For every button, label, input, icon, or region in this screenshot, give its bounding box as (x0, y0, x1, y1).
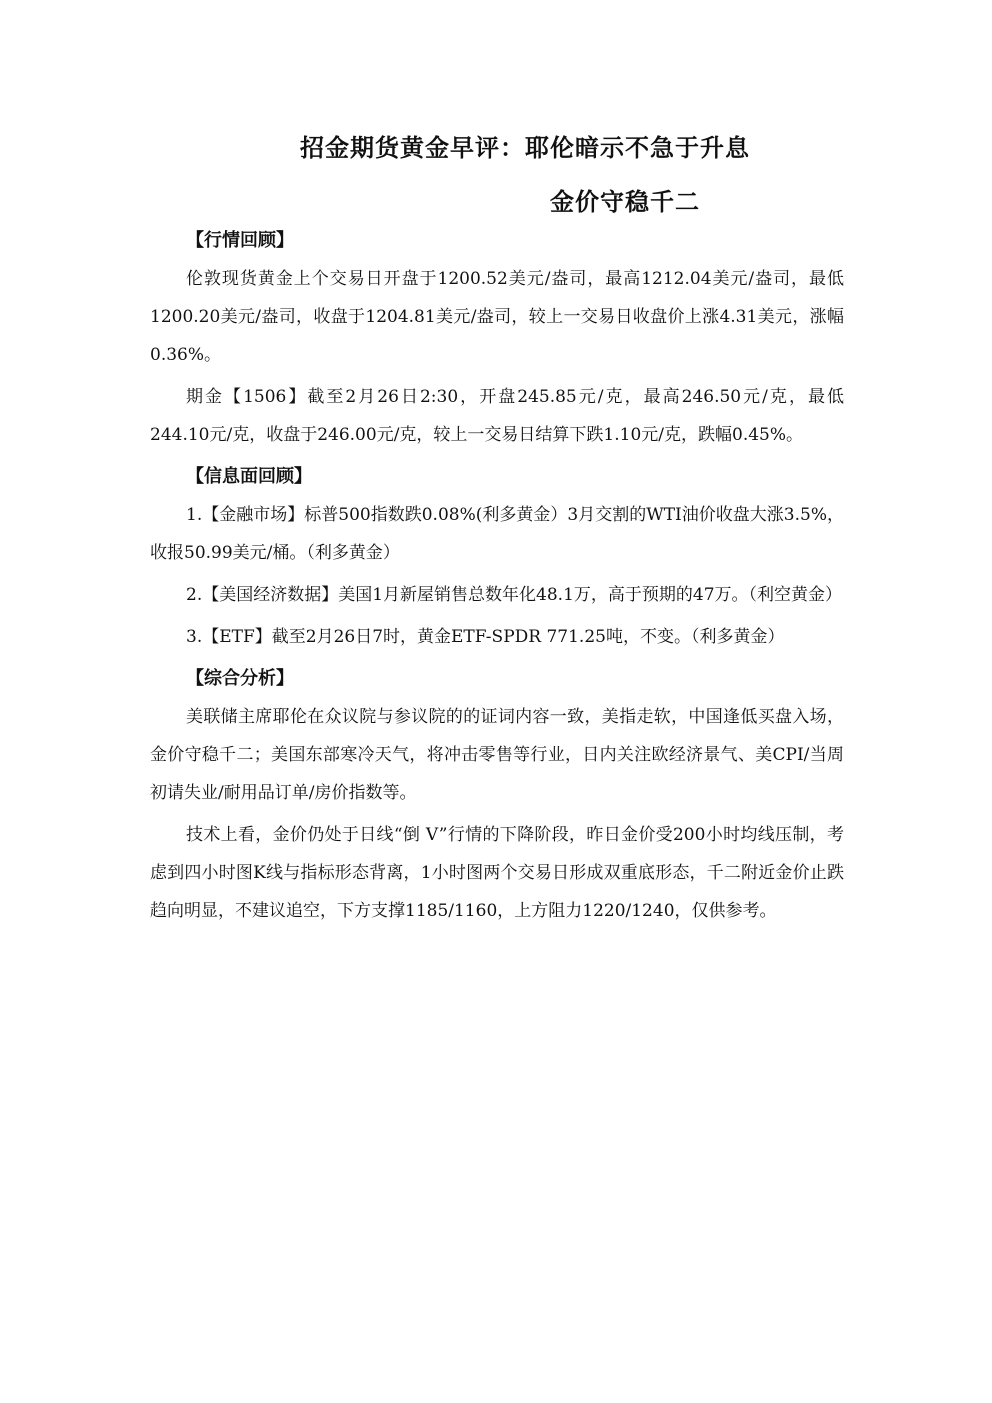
section-heading-news-review: 【信息面回顾】 (186, 466, 312, 487)
paragraph-analysis-fundamental: 美联储主席耶伦在众议院与参议院的的证词内容一致，美指走软，中国逢低买盘入场，金价守稳千二；美国东部寒冷天气，将冲击零售等行业，日内关注欧经济景气、美CPI/当周初请失业/耐用品订单/房价指数等。 (150, 707, 844, 803)
paragraph-etf: 3.【ETF】截至2月26日7时，黄金ETF-SPDR 771.25吨，不变。（利多黄金） (186, 627, 785, 647)
section-heading-analysis: 【综合分析】 (186, 668, 294, 689)
section-heading-market-review: 【行情回顾】 (186, 230, 294, 251)
paragraph-gold-futures: 期金【1506】截至2月26日2:30，开盘245.85元/克，最高246.50元/克，最低244.10元/克，收盘于246.00元/克，较上一交易日结算下跌1.10元/克，跌幅0.45%。 (150, 387, 844, 445)
paragraph-spot-gold: 伦敦现货黄金上个交易日开盘于1200.52美元/盎司，最高1212.04美元/盎司，最低1200.20美元/盎司，收盘于1204.81美元/盎司，较上一交易日收盘价上涨4.31美元，涨幅0.36%。 (150, 269, 844, 365)
paragraph-financial-markets: 1.【金融市场】标普500指数跌0.08%(利多黄金）3月交割的WTI油价收盘大涨3.5%，收报50.99美元/桶。（利多黄金） (150, 505, 844, 563)
paragraph-analysis-technical: 技术上看，金价仍处于日线“倒 V”行情的下降阶段，昨日金价受200小时均线压制，考虑到四小时图K线与指标形态背离，1小时图两个交易日形成双重底形态，千二附近金价止跌趋向明显，不建议追空，下方支撑1185/1160，上方阻力1220/1240，仅供参考。 (150, 825, 844, 921)
document-body (150, 222, 844, 934)
paragraph-us-economic-data: 2.【美国经济数据】美国1月新屋销售总数年化48.1万，高于预期的47万。（利空黄金） (186, 585, 843, 605)
document-subtitle: 金价守稳千二 (550, 188, 700, 216)
document-title: 招金期货黄金早评：耶伦暗示不急于升息 (300, 134, 750, 162)
